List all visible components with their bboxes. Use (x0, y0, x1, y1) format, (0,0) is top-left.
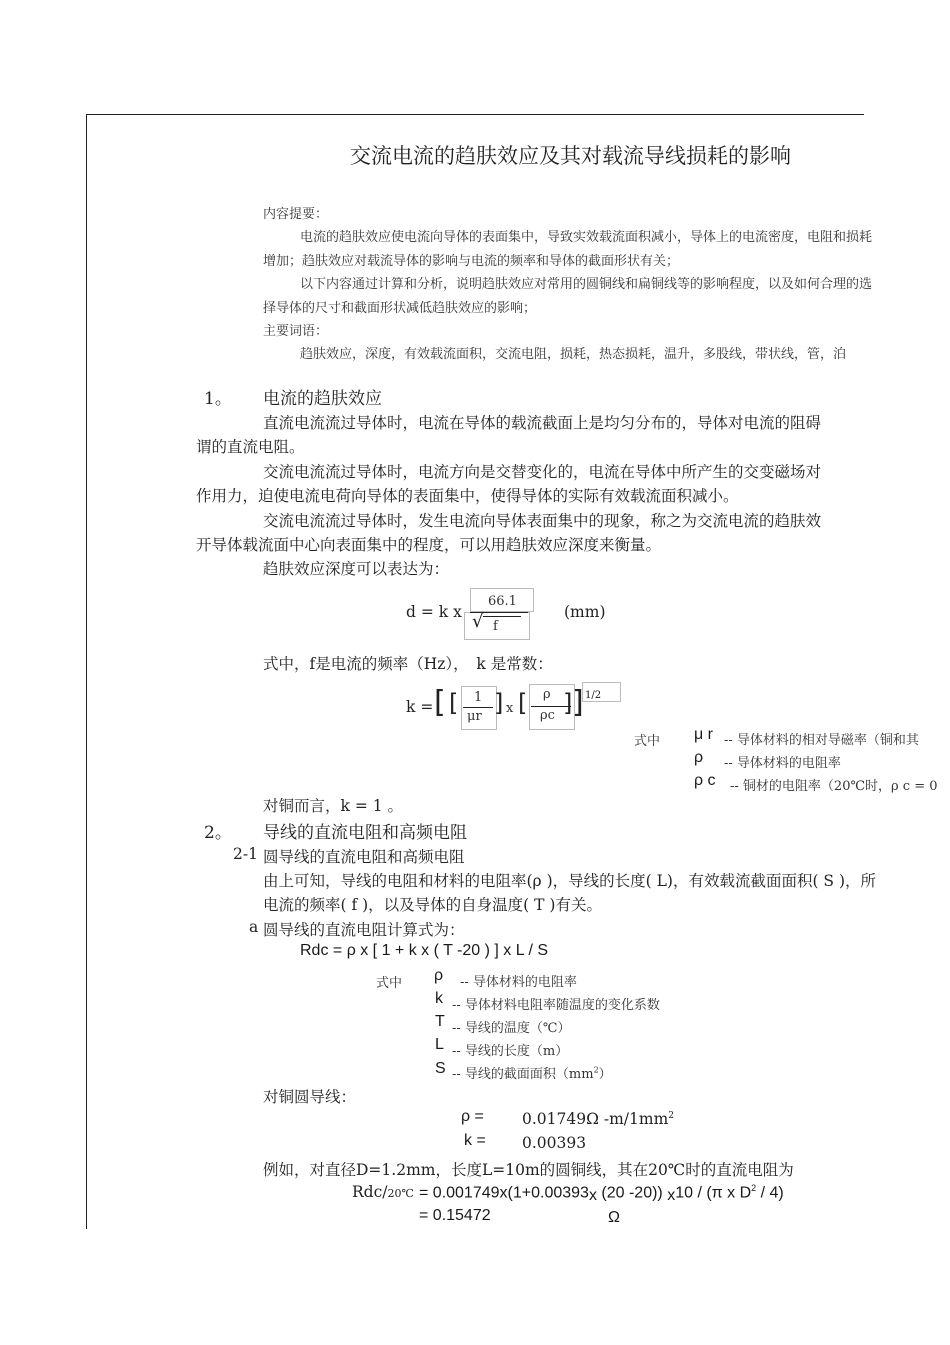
rdc-legend-desc-s: -- 导线的截面面积$(mm^2)$ (452, 1065, 612, 1082)
section-1-paragraph-2b: 作用力，迫使电流电荷向导体的表面集中，使得导体的实际有效载流面积减小。 (196, 487, 739, 505)
formula-d-unit: (mm) (564, 603, 606, 621)
k-legend-desc-rhoc: -- 铜材的电阻率（20℃时，ρ c = 0 (730, 779, 938, 794)
formula-k-exponent: 1/2 (585, 690, 602, 701)
rdc-legend-label: 式中 (376, 976, 403, 991)
formula-k-lhs: k = (406, 698, 434, 716)
right-bracket-2-icon: ] (563, 689, 573, 717)
rdc-formula: Rdc = ρ x [ 1 + k x ( T -20 ) ] x L / S (300, 942, 548, 959)
k-legend-desc-mur: -- 导体材料的相对导磁率（铜和其 (724, 733, 919, 748)
radical-sign-icon: √ (472, 611, 484, 632)
section-1-paragraph-2a: 交流电流流过导体时，电流方向是交替变化的，电流在导体中所产生的交变磁场对 (263, 463, 822, 481)
rdc-legend-desc-l: -- 导线的长度（m） (452, 1044, 569, 1059)
example-text: 例如，对直径D=1.2mm，长度L=10m的圆铜线，其在20℃时的直流电阻为 (263, 1161, 794, 1179)
example-calc-unit: Ω (608, 1209, 620, 1226)
example-calc-line-1: = 0.001749x(1+0.00393x (20 -20)) x10 / (π x $D^2 / 4$) (419, 1183, 784, 1205)
rdc-legend-symbol-k: k (435, 990, 443, 1007)
abstract-line-2: 增加；趋肤效应对载流导体的影响与电流的频率和导体的截面形状有关； (263, 254, 680, 269)
rdc-legend-symbol-s: S (435, 1060, 446, 1077)
section-1-heading: 电流的趋肤效应 (263, 389, 382, 409)
copper-round-rho-value: 0.01749Ω $-m/1mm^2$ (522, 1110, 675, 1128)
document-title: 交流电流的趋肤效应及其对载流导线损耗的影响 (350, 144, 791, 168)
rdc-legend-desc-t: -- 导线的温度（℃） (452, 1021, 571, 1036)
abstract-line-4: 择导体的尺寸和截面形状减低趋肤效应的影响； (263, 301, 537, 316)
k-legend-symbol-rho: ρ (694, 749, 704, 766)
keywords-text: 趋肤效应，深度，有效载流面积，交流电阻，损耗，热态损耗，温升，多股线，带状线，管，泊 (300, 347, 847, 362)
section-1-paragraph-4: 趋肤效应深度可以表达为： (263, 560, 450, 578)
left-bracket-2-icon: [ (518, 689, 528, 717)
section-1-paragraph-3a: 交流电流流过导体时，发生电流向导体表面集中的现象，称之为交流电流的趋肤效 (263, 512, 822, 530)
section-2-paragraph-1a: 由上可知，导线的电阻和材料的电阻率(ρ )，导线的长度( L)，有效载流截面面积( S )，所 (263, 872, 877, 890)
right-big-bracket-icon: ] (572, 685, 584, 720)
left-big-bracket-icon: [ (434, 685, 446, 720)
copper-round-heading: 对铜圆导线： (263, 1088, 357, 1106)
copper-round-rho-symbol: ρ = (461, 1108, 484, 1125)
formula-k-frac1-bar (463, 707, 493, 708)
keywords-heading: 主要词语： (263, 324, 329, 339)
section-1-paragraph-1b: 谓的直流电阻。 (196, 438, 305, 456)
section-2-heading: 导线的直流电阻和高频电阻 (263, 823, 467, 843)
k-legend-symbol-rhoc: ρ c (694, 772, 716, 789)
right-bracket-1-icon: ] (494, 689, 504, 717)
section-1-paragraph-3b: 开导体载流面中心向表面集中的程度，可以用趋肤效应深度来衡量。 (196, 536, 662, 554)
table-border-top (86, 114, 864, 115)
left-bracket-1-icon: [ (449, 689, 459, 717)
k-legend-desc-rho: -- 导体材料的电阻率 (724, 756, 841, 771)
rdc-legend-desc-rho: -- 导体材料的电阻率 (460, 975, 577, 990)
copper-round-k-value: 0.00393 (522, 1134, 587, 1152)
rdc-legend-desc-k: -- 导体材料电阻率随温度的变化系数 (452, 998, 660, 1013)
example-calc-line-2: = 0.15472 (419, 1207, 491, 1224)
formula-k-frac1-denominator: μr (467, 709, 482, 724)
subsection-2-1-heading: 圆导线的直流电阻和高频电阻 (263, 848, 465, 866)
item-a-text: 圆导线的直流电阻计算式为： (263, 921, 465, 939)
rdc-legend-symbol-rho: ρ (434, 967, 444, 984)
subsection-2-1-number: 2-1 (233, 845, 258, 863)
formula-d-where-line: 式中，f是电流的频率（Hz）， k 是常数： (263, 655, 553, 673)
section-1-number: 1。 (204, 389, 232, 409)
formula-d-lhs: d = k x (406, 603, 462, 621)
copper-round-k-symbol: k = (464, 1132, 486, 1149)
formula-d-denominator: f (493, 619, 498, 634)
item-a-label: a (249, 918, 259, 936)
section-2-paragraph-1b: 电流的频率( f )，以及导体的自身温度( T )有关。 (263, 896, 602, 914)
abstract-line-1: 电流的趋肤效应使电流向导体的表面集中，导致实效载流面积减小，导体上的电流密度，电阻和损耗 (300, 230, 873, 245)
formula-k-frac2-denominator: ρc (540, 708, 555, 723)
k-legend-symbol-mur: μ r (694, 726, 713, 743)
abstract-line-3: 以下内容通过计算和分析，说明趋肤效应对常用的圆铜线和扁铜线等的影响程度，以及如何合理的选 (300, 277, 873, 292)
formula-k-times: x (506, 701, 514, 716)
formula-d-numerator: 66.1 (488, 594, 517, 609)
formula-k-frac2-numerator: ρ (543, 687, 551, 702)
k-legend-label: 式中 (634, 734, 661, 749)
example-rdc-label: Rdc/20℃ (352, 1183, 414, 1201)
section-1-paragraph-1a: 直流电流流过导体时，电流在导体的载流截面上是均匀分布的，导体对电流的阻碍 (263, 414, 822, 432)
radical-overline (483, 616, 521, 617)
copper-k-statement: 对铜而言，k = 1 。 (263, 797, 404, 815)
formula-k-frac1-numerator: 1 (474, 690, 483, 705)
rdc-legend-symbol-t: T (435, 1013, 445, 1030)
abstract-heading: 内容提要： (263, 207, 329, 222)
rdc-legend-symbol-l: L (435, 1036, 444, 1053)
table-border-left (86, 114, 87, 1229)
section-2-number: 2。 (204, 823, 232, 843)
